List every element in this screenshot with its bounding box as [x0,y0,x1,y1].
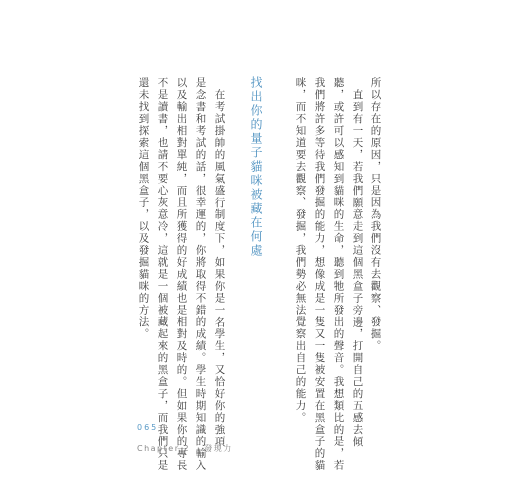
section-heading: 找出你的量子貓咪被藏在何處 [249,76,263,258]
text-column: 聽，或許可以感知到貓咪的生命，聽到牠所發出的聲音。我想類比的是，若 [332,77,345,472]
text-column: 以及輸出相對單純，而且所獲得的好成績也是相對及時的。但如果你的專長 [175,77,188,472]
chapter-label: Chapter 2 [137,444,191,453]
text-column: 我們將許多等待我們發掘的能力，想像成是一隻又一隻被安置在黑盒子的貓 [313,77,326,472]
text-column: 直到有一天，若我們願意走到這個黑盒子旁邊，打開自己的五感去傾 [351,89,364,448]
text-column: 所以存在的原因，只是因為我們沒有去觀察、發掘。 [369,77,382,352]
text-column: 咪，而不知道要去觀察、發掘，我們勢必無法覺察出自己的能力。 [294,77,307,424]
text-column: 還未找到探索這個黑盒子，以及發掘貓咪的方法。 [137,77,150,340]
text-column: 是念書和考試的話，很幸運的，你將取得不錯的成績。學生時期知識的輸入 [194,77,207,472]
text-column: 在考試掛帥的風氣盛行制度下，如果你是一名學生，又恰好你的強項 [213,89,226,448]
page-number: 065 [137,423,159,432]
chapter-title: 發現力 [204,444,233,453]
text-column: 不是讀書，也請不要心灰意冷，這就是一個被藏起來的黑盒子，而我們只是 [156,77,169,472]
running-footer [137,443,233,454]
